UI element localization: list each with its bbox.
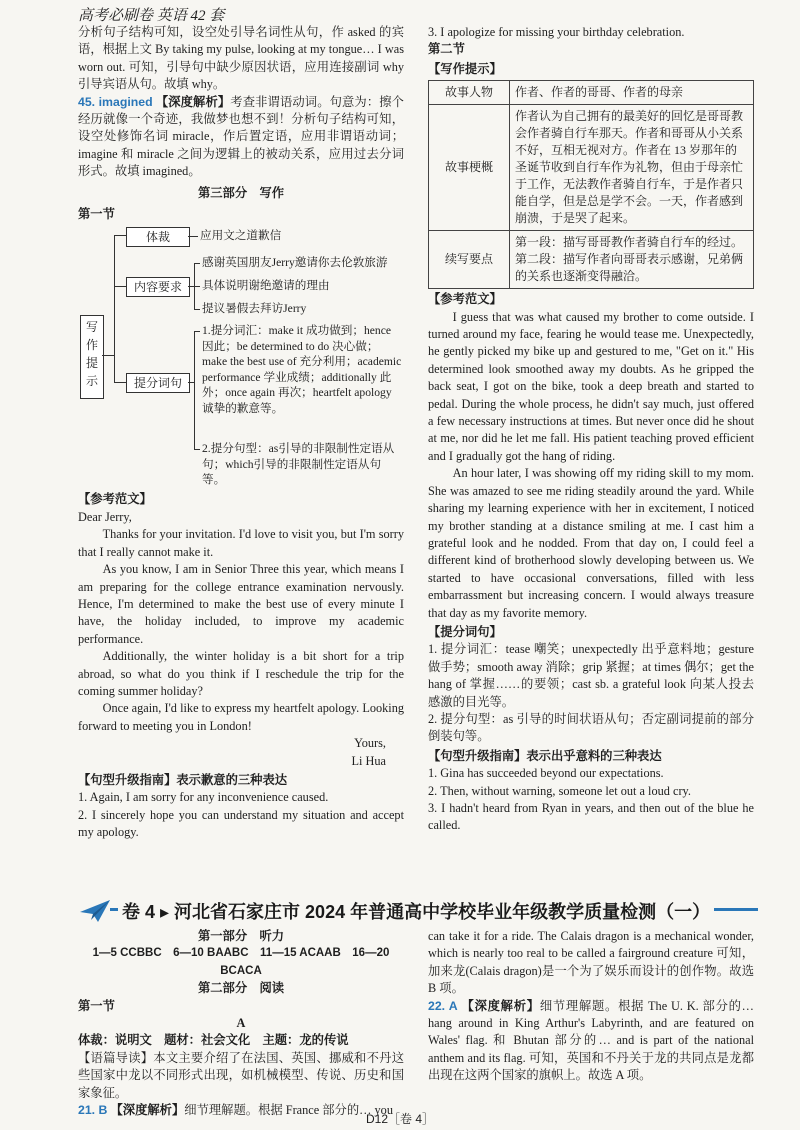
analysis-tag: 【深度解析】 xyxy=(110,1103,185,1118)
paper-plane-icon xyxy=(78,898,112,924)
story-paragraph: I guess that was what caused my brother to come outside. I turned around my face, fearing he would tease me. Unexpectedly, he gently picked my bike up and gestured to me, "Get on it." His determined look smoothed away my doubts. As he gripped the back seat, I got on the bike, took a deep breath and started to pedal. During the whole process, he didn't say much, just offered a few necessary instructions at times. But never once did he shout at me, nor did he let me fall. His patient teaching proved efficient and I gradually got the hang of riding. xyxy=(428,309,754,463)
letter-signature: Li Hua xyxy=(351,753,386,768)
mindmap-root: 写作提示 xyxy=(80,315,104,399)
writing-tips-title: 【写作提示】 xyxy=(428,61,502,76)
mindmap-leaf: 2.提分句型：as引导的非限制性定语从句；which引导的非限制性定语从句等。 xyxy=(202,442,395,487)
mindmap-leaf: 具体说明谢绝邀请的理由 xyxy=(202,279,330,293)
wordbank-item: 1. 提分词汇：tease 嘲笑；unexpectedly 出乎意料地；gesture 做手势；smooth away 消除；grip 紧握；at times 偶尔；get the hang of 掌握……的要领；cast sb. a grateful look 向某人投去感激的目光等。 xyxy=(428,642,754,709)
analysis-text: 考查非谓语动词。句意为：擦个经历就像一个奇迹，我做梦也想不到！分析句子结构可知，设空处修饰名词 miracle，作后置定语，应用非谓语动词；imagine 和 miracle 之间为逻辑上的被动关系，应用过去分词形式。故填 imagined。 xyxy=(78,94,404,179)
connector xyxy=(194,449,200,450)
upgrade-item: 2. I sincerely hope you can understand my situation and accept my apology. xyxy=(78,807,404,840)
answer-21-continued: can take it for a ride. The Calais dragon is a mechanical wonder, which is nearly too real to be called a fairground creature 可知，加来龙(Calais dragon)是一个为了娱乐而设计的创作物。故选 B 项。 xyxy=(428,929,754,996)
mindmap-leaf: 应用文之道歉信 xyxy=(200,229,282,243)
letter-closing: Yours, xyxy=(354,736,386,751)
mindmap-leaf: 感谢英国朋友Jerry邀请你去伦敦旅游 xyxy=(202,256,388,270)
writing-mindmap xyxy=(78,227,404,489)
mindmap-node-content: 内容要求 xyxy=(126,277,190,297)
bottom-left-column xyxy=(78,928,404,1119)
question-number: 22. A xyxy=(428,998,458,1013)
section-title: 第一节 xyxy=(78,998,115,1013)
passage-guide: 【语篇导读】本文主要介绍了在法国、英国、挪威和不丹这些国家中龙以不同形式出现，如机械模型、传说、历史和国家象征。 xyxy=(78,1050,404,1100)
connector xyxy=(114,286,126,287)
wordbank-title: 【提分词句】 xyxy=(428,624,502,639)
table-cell-value: 作者、作者的哥哥、作者的母亲 xyxy=(510,81,754,105)
analysis-text: 细节理解题。根据 France 部分的… you xyxy=(184,1103,393,1118)
upgrade-item: 1. Gina has succeeded beyond our expectations. xyxy=(428,766,664,781)
connector xyxy=(114,382,126,383)
letter-paragraph: Thanks for your invitation. I'd love to visit you, but I'm sorry that I really cannot make it. xyxy=(78,527,404,559)
passage-letter: A xyxy=(236,1016,246,1031)
passage-meta: 体裁：说明文 题材：社会文化 主题：龙的传说 xyxy=(78,1033,349,1048)
listening-answers: 1—5 CCBBC 6—10 BAABC 11—15 ACAAB 16—20 BCACA xyxy=(92,947,390,977)
connector xyxy=(194,286,200,287)
question-number: 21. B xyxy=(78,1103,108,1118)
mindmap-node-genre: 体裁 xyxy=(126,227,190,247)
part-title: 第一部分 听力 xyxy=(197,929,285,943)
letter-paragraph: Once again, I'd like to express my heartfelt apology. Looking forward to meeting you in London! xyxy=(78,701,404,733)
page-footer: D12［卷 4］ xyxy=(365,1112,435,1126)
section-title: 第一节 xyxy=(78,207,115,222)
connector xyxy=(114,235,126,236)
mindmap-node-wordbank: 提分词句 xyxy=(126,373,190,393)
bottom-right-column xyxy=(428,928,754,1085)
part-title: 第三部分 写作 xyxy=(197,185,285,200)
table-cell-key: 故事梗概 xyxy=(429,105,510,231)
mindmap-leaf: 提议暑假去拜访Jerry xyxy=(202,302,307,316)
answer-45 xyxy=(78,94,404,181)
upgrade-guide-title: 【句型升级指南】表示出乎意料的三种表达 xyxy=(428,748,662,763)
left-column xyxy=(78,24,404,842)
connector xyxy=(194,331,195,449)
connector xyxy=(114,235,115,383)
table-row xyxy=(429,81,754,105)
upgrade-item: 2. Then, without warning, someone let out a loud cry. xyxy=(428,783,691,798)
connector xyxy=(194,309,200,310)
letter-paragraph: Additionally, the winter holiday is a bit short for a trip abroad, so what do you think if I reschedule the trip for the coming summer holiday? xyxy=(78,649,404,698)
mindmap-leaf: 1.提分词汇：make it 成功做到；hence 因此；be determined to do 决心做；make the best use of 充分利用；academic performance 学业成绩；additionally 此外；once again 再次；heartfelt apology 诚挚的歉意等。 xyxy=(202,324,402,415)
section-title: 第二节 xyxy=(428,42,465,57)
book-header: 高考必刷卷 英语 42 套 xyxy=(78,8,225,24)
upgrade-item: 1. Again, I am sorry for any inconvenience caused. xyxy=(78,790,329,805)
story-paragraph: An hour later, I was showing off my riding skill to my mom. She was amazed to see me riding steadily around the yard. While sharing my learning experience with her in excitement, I noticed my brother standing at a distance smiling at me. I cast him a grateful look and he nodded. From that day on, I could feel a different kind of brotherhood slowly developing between us. We started to have occasional conversations, filled with less embarrassment but increasing concern. I would always treasure that day as my favorite memory. xyxy=(428,466,754,620)
part-title: 第二部分 阅读 xyxy=(197,981,285,996)
wordbank-item: 2. 提分句型：as 引导的时间状语从句；否定副词提前的部分倒装句等。 xyxy=(428,711,754,744)
table-row xyxy=(429,105,754,231)
writing-tips-table xyxy=(428,80,754,289)
question-number: 45. imagined xyxy=(78,94,153,109)
analysis-tag: 【深度解析】 xyxy=(461,998,540,1013)
sample-title: 【参考范文】 xyxy=(428,292,502,307)
connector xyxy=(194,331,200,332)
sample-title: 【参考范文】 xyxy=(78,492,152,507)
analysis-tag: 【深度解析】 xyxy=(155,94,231,109)
exam-banner xyxy=(78,898,758,924)
right-column xyxy=(428,24,754,835)
answer-44-analysis: 分析句子结构可知，设空处引导名词性从句，作 asked 的宾语，根据上文 By taking my pulse, looking at my tongue… I was worn out. 可知，引导句中缺少原因状语，应用连接副词 why 引导宾语从句。故填 why。 xyxy=(78,25,404,92)
letter-paragraph: As you know, I am in Senior Three this year, which means I am preparing for the college entrance examination nervously. Hence, I'm determined to make the best use of every minute I have, the holiday included, to improve my academic performance. xyxy=(78,562,404,646)
connector xyxy=(188,236,198,237)
banner-title: 卷 4 ▸ 河北省石家庄市 2024 年普通高中学校毕业年级教学质量检测（一） xyxy=(118,898,714,924)
connector xyxy=(102,355,114,356)
answer-22 xyxy=(428,998,754,1085)
letter-salutation: Dear Jerry, xyxy=(78,509,132,524)
analysis-text: 细节理解题。根据 The U. K. 部分的… hang around in King Arthur's Labyrinth, and are featured on Wales' flag. 和 Bhutan 部分的… and is part of the national anthem and its flag. 可知，英国和不丹关于龙的共同点是龙都出现在这两个国家的旗帜上。故选 A 项。 xyxy=(428,998,754,1083)
table-row xyxy=(429,231,754,289)
table-cell-value: 作者认为自己拥有的最美好的回忆是哥哥教会作者骑自行车那天。作者和哥哥从小关系不好，互相无视对方。作者在 13 岁那年的圣诞节收到自行车作为礼物，但由于母亲忙于工作，无法教作者骑自行车，于是作者只能自学，但是总是学不会。一天，作者感到崩溃，于是哭了起来。 xyxy=(510,105,754,231)
table-cell-key: 故事人物 xyxy=(429,81,510,105)
connector xyxy=(194,263,200,264)
table-cell-value: 第一段：描写哥哥教作者骑自行车的经过。第二段：描写作者向哥哥表示感谢，兄弟俩的关系也逐渐变得融洽。 xyxy=(510,231,754,289)
upgrade-item: 3. I apologize for missing your birthday celebration. xyxy=(428,25,685,39)
table-cell-key: 续写要点 xyxy=(429,231,510,289)
upgrade-guide-title: 【句型升级指南】表示歉意的三种表达 xyxy=(78,772,288,787)
upgrade-item: 3. I hadn't heard from Ryan in years, and then out of the blue he called. xyxy=(428,801,754,833)
